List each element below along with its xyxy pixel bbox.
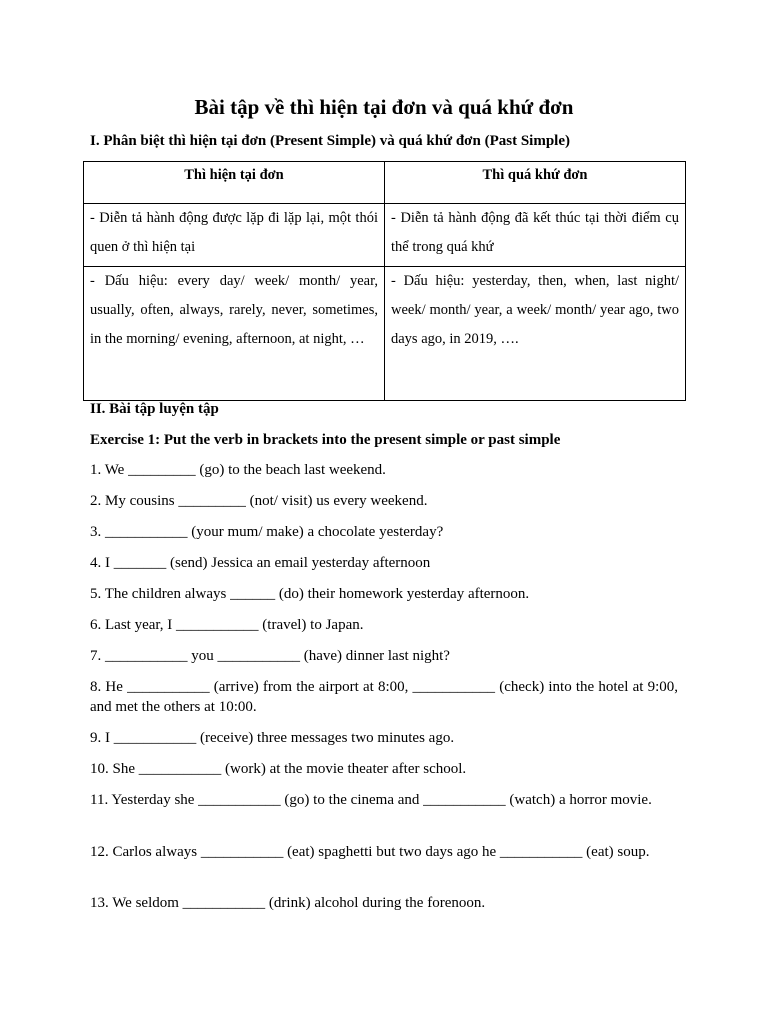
exercise-item-9: 9. I ___________ (receive) three messages two minutes ago. bbox=[90, 730, 455, 746]
table-row bbox=[84, 267, 686, 401]
table-row bbox=[84, 204, 686, 267]
exercise-item-6: 6. Last year, I ___________ (travel) to Japan. bbox=[90, 617, 364, 633]
exercise-item-3: 3. ___________ (your mum/ make) a chocolate yesterday? bbox=[90, 524, 444, 540]
exercise-item-13: 13. We seldom ___________ (drink) alcohol during the forenoon. bbox=[90, 895, 486, 911]
exercise-item-2: 2. My cousins _________ (not/ visit) us every weekend. bbox=[90, 493, 428, 509]
table-header-present-simple: Thì hiện tại đơn bbox=[84, 162, 385, 204]
table-cell-past-signals: - Dấu hiệu: yesterday, then, when, last night/ week/ month/ year, a week/ month/ year ago, two days ago, in 2019, …. bbox=[385, 267, 686, 401]
exercise-item-4: 4. I _______ (send) Jessica an email yesterday afternoon bbox=[90, 555, 431, 571]
exercise-item-11: 11. Yesterday she ___________ (go) to the cinema and ___________ (watch) a horror movie. bbox=[90, 792, 652, 808]
table-cell-past-usage: - Diễn tả hành động đã kết thúc tại thời điểm cụ thể trong quá khứ bbox=[385, 204, 686, 267]
table-cell-present-signals: - Dấu hiệu: every day/ week/ month/ year, usually, often, always, rarely, never, sometimes, in the morning/ evening, afternoon, at night, … bbox=[84, 267, 385, 401]
exercise-item-1: 1. We _________ (go) to the beach last weekend. bbox=[90, 462, 386, 478]
comparison-table bbox=[83, 161, 686, 401]
page-title: Bài tập về thì hiện tại đơn và quá khứ đơn bbox=[194, 95, 574, 119]
exercise-item-8: 8. He ___________ (arrive) from the airport at 8:00, ___________ (check) into the hotel at 9:00, and met the others at 10:00. bbox=[90, 679, 678, 715]
table-header-past-simple: Thì quá khứ đơn bbox=[385, 162, 686, 204]
exercise-item-10: 10. She ___________ (work) at the movie theater after school. bbox=[90, 761, 467, 777]
exercise-item-12: 12. Carlos always ___________ (eat) spaghetti but two days ago he ___________ (eat) soup. bbox=[90, 844, 650, 860]
table-header-row bbox=[84, 162, 686, 204]
exercise-item-5: 5. The children always ______ (do) their homework yesterday afternoon. bbox=[90, 586, 530, 602]
exercise-title: Exercise 1: Put the verb in brackets into the present simple or past simple bbox=[90, 432, 561, 448]
exercise-item-7: 7. ___________ you ___________ (have) dinner last night? bbox=[90, 648, 450, 664]
section-2-heading: II. Bài tập luyện tập bbox=[90, 401, 219, 417]
table-cell-present-usage: - Diễn tả hành động được lặp đi lặp lại, một thói quen ở thì hiện tại bbox=[84, 204, 385, 267]
section-1-heading: I. Phân biệt thì hiện tại đơn (Present Simple) và quá khứ đơn (Past Simple) bbox=[90, 133, 570, 149]
